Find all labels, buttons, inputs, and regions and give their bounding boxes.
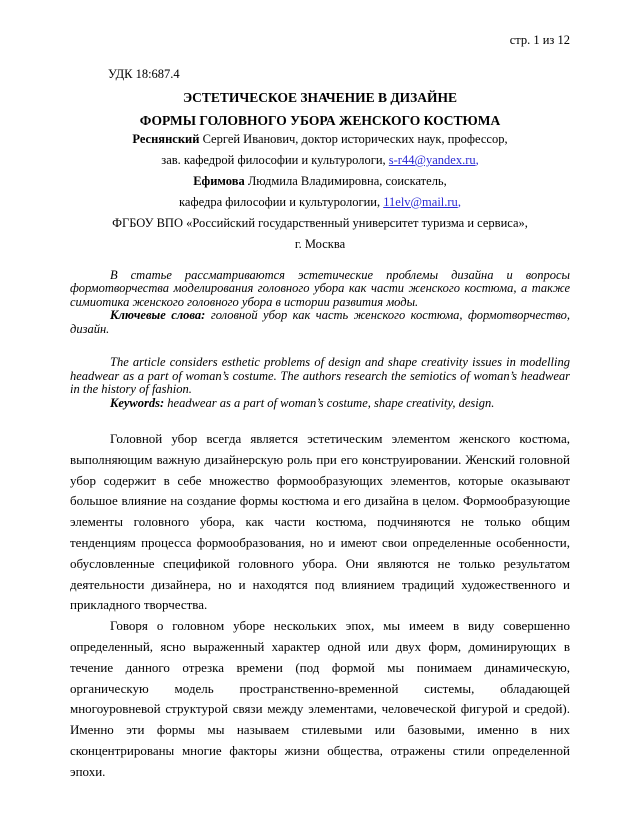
article-title (70, 87, 570, 132)
article-title-line-1: ЭСТЕТИЧЕСКОЕ ЗНАЧЕНИЕ В ДИЗАЙНЕ (182, 90, 458, 105)
keywords-english-text: headwear as a part of woman’s costume, shape creativity, design. (164, 395, 495, 410)
author2-email-comma: , (457, 194, 461, 209)
author1-details: Сергей Иванович, доктор исторических наук, профессор, (199, 132, 508, 146)
body-paragraph-1: Головной убор всегда является эстетическим элементом женского костюма, выполняющим важную дизайнерскую роль при его конструировании. Женский головной убор содержит в себе множество формообразующих элементов, которые оказывают большое влияние на создание формы костюма и его дизайна в целом. Формообразующие элементы головного убора, как части костюма, подчиняются не только общим тенденциям процесса формообразования, но и имеют свои определенные особенности, обусловленные спецификой головного убора. Они являются не только результатом деятельности дизайнера, но и находятся под влиянием традиций художественного и прикладного творчества. (70, 431, 570, 613)
author2-surname: Ефимова (193, 173, 245, 188)
keywords-russian-line (70, 309, 570, 336)
university-name: ФГБОУ ВПО «Российский государственный университет туризма и сервиса», (112, 215, 528, 230)
author1-affiliation: зав. кафедрой философии и культурологи, (161, 152, 389, 167)
abstract-english-text: The article considers esthetic problems of design and shape creativity issues in modelling headwear as a part of woman’s costume. The authors research the semiotics of woman’s headwear in the history of fashion. (70, 355, 570, 397)
page-indicator: стр. 1 из 12 (509, 33, 570, 47)
udk-code: УДК 18:687.4 (108, 67, 180, 81)
author2-affiliation: кафедра философии и культурологии, (179, 194, 384, 209)
author1-line (70, 129, 570, 150)
author1-email-link[interactable]: s-r44@yandex.ru (388, 152, 476, 167)
keywords-russian-label: Ключевые слова: (110, 308, 206, 323)
author1-surname: Реснянский (132, 132, 200, 146)
article-body (70, 429, 570, 783)
article-title-line-2: ФОРМЫ ГОЛОВНОГО УБОРА ЖЕНСКОГО КОСТЮМА (139, 112, 501, 128)
keywords-russian-text: головной убор как часть женского костюма, формотворчество, дизайн. (70, 308, 570, 336)
abstract-english (70, 356, 570, 410)
keywords-english-label: Keywords: (110, 395, 165, 410)
author2-email-link[interactable]: 11elv@mail.ru (383, 194, 458, 209)
author2-details: Людмила Владимировна, соискатель, (244, 173, 447, 188)
author1-affiliation-line (70, 150, 570, 171)
abstract-russian-text: В статье рассматриваются эстетические проблемы дизайна и вопросы формотворчества моделирования головного убора как части женского костюма, а также симиотика женского головного убора в истории развития моды. (70, 268, 570, 309)
author2-affiliation-line (70, 192, 570, 213)
keywords-english-line (70, 397, 570, 411)
city: г. Москва (294, 236, 346, 251)
author2-line (70, 171, 570, 192)
author1-email-comma: , (475, 152, 479, 167)
authors-block (70, 129, 570, 254)
abstract-russian (70, 269, 570, 336)
body-paragraph-2: Говоря о головном уборе нескольких эпох, мы имеем в виду совершенно определенный, ясно выраженный характер одной или двух форм, доминирующих в течение данного отрезка времени (под формой мы понимаем динамическую, органическую модель пространственно-временной системы, обладающей многоуровневой структурой связи между элементами, человеческой фигурой и средой). Именно эти формы мы называем стилевыми или базовыми, именно в них сконцентрированы многие факторы жизни общества, отражены стили определенной эпохи. (70, 618, 570, 779)
